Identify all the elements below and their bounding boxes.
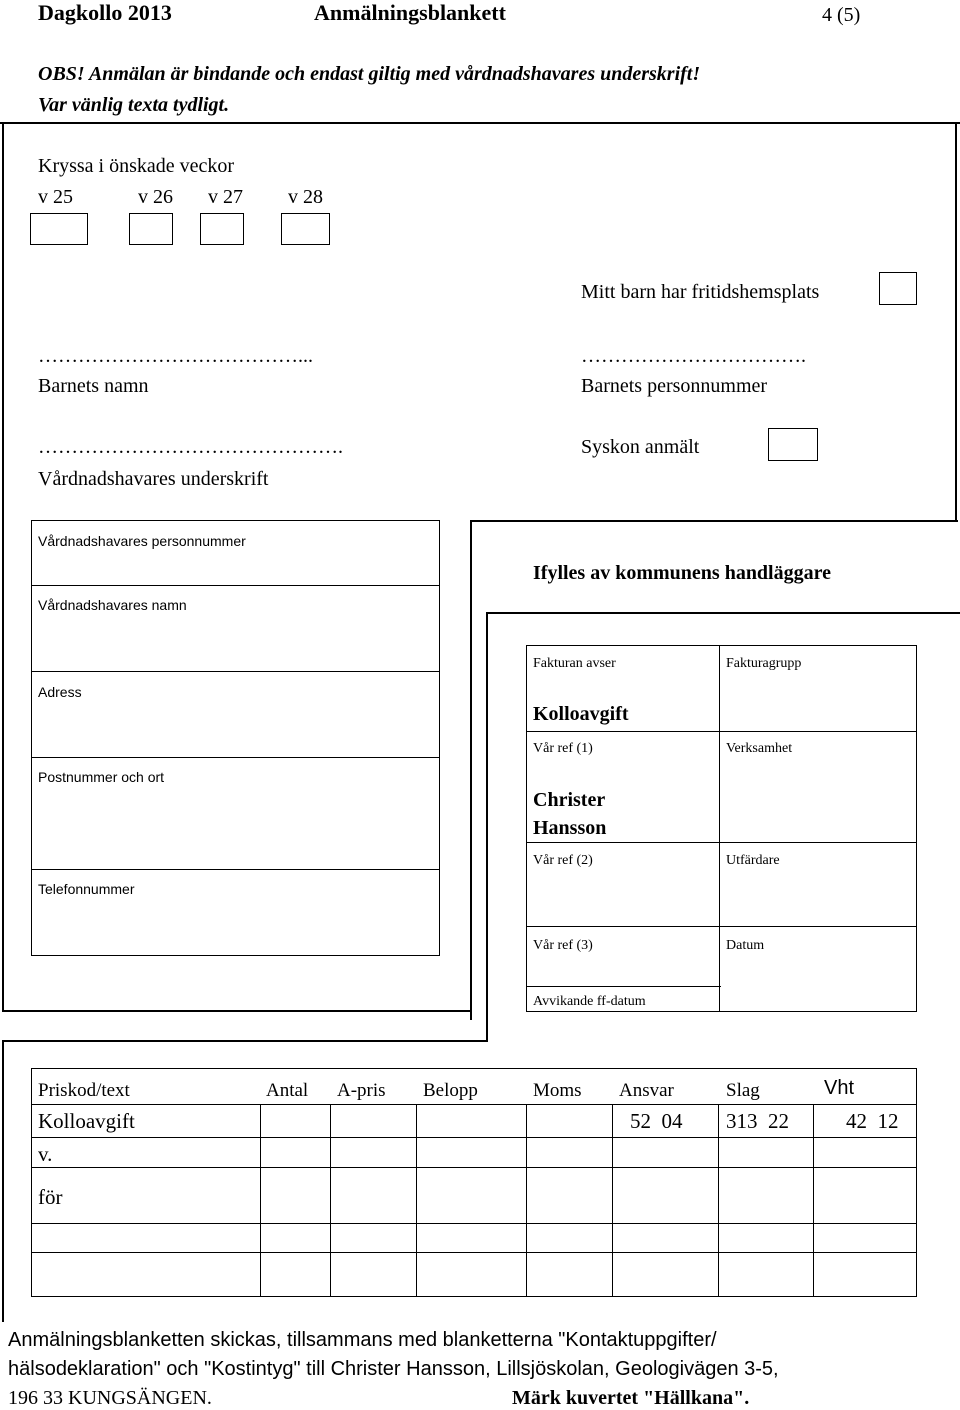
table-row-divider-3 <box>31 1223 917 1224</box>
table-col-divider-4 <box>526 1104 527 1297</box>
frame-step-vertical <box>470 520 472 1020</box>
activity-field[interactable]: Verksamhet <box>726 741 793 756</box>
table-col-divider-5 <box>612 1104 613 1297</box>
guardian-box-divider-3 <box>31 757 440 758</box>
table-col-divider-7 <box>813 1104 814 1297</box>
table-col-divider-2 <box>330 1104 331 1297</box>
week-label-25: v 25 <box>38 186 73 208</box>
sibling-checkbox[interactable] <box>768 428 818 461</box>
ref1-value-line2[interactable]: Hansson <box>533 817 607 839</box>
table-row-divider-1 <box>31 1137 917 1138</box>
guardian-box-divider-4 <box>31 869 440 870</box>
table-row-divider-4 <box>31 1252 917 1253</box>
frame-inner-top-line <box>488 612 960 614</box>
table-header-slag: Slag <box>726 1080 760 1101</box>
guardian-box-divider-1 <box>31 585 440 586</box>
frame-top-line <box>0 122 960 124</box>
admin-box-col-divider <box>719 645 720 1012</box>
notice-line-2: Var vänlig texta tydligt. <box>38 94 230 116</box>
frame-step-line <box>470 520 958 522</box>
admin-box-row-divider-1 <box>526 731 917 732</box>
invoice-label: Fakturan avser <box>533 656 616 671</box>
date-field[interactable]: Datum <box>726 938 765 953</box>
child-name-dots[interactable]: …………………………………... <box>38 345 313 367</box>
issuer-field[interactable]: Utfärdare <box>726 853 780 868</box>
guardian-name-field[interactable]: Vårdnadshavares namn <box>38 597 187 613</box>
row1-text[interactable]: Kolloavgift <box>38 1109 135 1133</box>
invoice-value[interactable]: Kolloavgift <box>533 703 629 725</box>
footer-line-1: Anmälningsblanketten skickas, tillsammans med blanketterna "Kontaktuppgifter/ <box>8 1329 717 1351</box>
table-header-vht: Vht <box>824 1077 855 1099</box>
frame-left-line <box>2 122 4 1012</box>
ref3-field[interactable]: Vår ref (3) <box>533 938 593 953</box>
sibling-label: Syskon anmält <box>581 436 700 458</box>
ref1-label: Vår ref (1) <box>533 741 593 756</box>
week-28-checkbox[interactable] <box>281 213 330 245</box>
footer-envelope-mark: Märk kuvertet "Hällkana". <box>512 1387 750 1409</box>
row2-text[interactable]: v. <box>38 1142 53 1166</box>
deviating-date-field[interactable]: Avvikande ff-datum <box>533 994 646 1009</box>
table-header-apris: A-pris <box>337 1080 386 1101</box>
week-label-28: v 28 <box>288 186 323 208</box>
child-name-label: Barnets namn <box>38 375 149 397</box>
admin-box-row-divider-3 <box>526 926 917 927</box>
footer-line-2: hälsodeklaration" och "Kostintyg" till Christer Hansson, Lillsjöskolan, Geologivägen 3-5, <box>8 1358 779 1380</box>
week-27-checkbox[interactable] <box>200 213 244 245</box>
row1-ansvar[interactable]: 52 04 <box>630 1109 683 1133</box>
row1-slag[interactable]: 313 22 <box>726 1109 789 1133</box>
ref1-value-line1[interactable]: Christer <box>533 789 606 811</box>
guardian-signature-dots[interactable]: ………………………………………. <box>38 436 343 458</box>
frame-inner-left-line <box>486 612 488 1042</box>
footer-line-3: 196 33 KUNGSÄNGEN. <box>8 1387 212 1409</box>
frame-bottom-left-line <box>2 1010 472 1012</box>
frame-lower-left-line <box>2 1040 4 1322</box>
child-pnr-label: Barnets personnummer <box>581 375 768 397</box>
row3-text[interactable]: för <box>38 1185 63 1209</box>
frame-lower-top-line <box>2 1040 488 1042</box>
table-col-divider-3 <box>416 1104 417 1297</box>
week-26-checkbox[interactable] <box>129 213 173 245</box>
table-header-belopp: Belopp <box>423 1080 478 1101</box>
table-row-divider-2 <box>31 1167 917 1168</box>
form-title: Anmälningsblankett <box>314 0 506 25</box>
table-header-priskod: Priskod/text <box>38 1080 130 1101</box>
address-field[interactable]: Adress <box>38 684 82 700</box>
week-label-27: v 27 <box>208 186 243 208</box>
child-pnr-dots[interactable]: ……………………………. <box>581 345 806 367</box>
document-title: Dagkollo 2013 <box>38 0 172 25</box>
table-col-divider-6 <box>718 1104 719 1297</box>
table-header-moms: Moms <box>533 1080 582 1101</box>
guardian-box-divider-2 <box>31 671 440 672</box>
table-col-divider-1 <box>260 1104 261 1297</box>
notice-line-1: OBS! Anmälan är bindande och endast giltig med vårdnadshavares underskrift! <box>38 63 701 85</box>
table-header-antal: Antal <box>266 1080 309 1101</box>
table-header-divider <box>31 1104 917 1105</box>
guardian-signature-label: Vårdnadshavares underskrift <box>38 468 269 490</box>
frame-right-line-upper <box>955 122 957 522</box>
phone-field[interactable]: Telefonnummer <box>38 881 135 897</box>
weeks-heading: Kryssa i önskade veckor <box>38 155 235 177</box>
page-number: 4 (5) <box>822 4 861 26</box>
admin-box-row-divider-4 <box>526 986 721 987</box>
row1-vht[interactable]: 42 12 <box>846 1109 899 1133</box>
ref2-field[interactable]: Vår ref (2) <box>533 853 593 868</box>
fritids-label: Mitt barn har fritidshemsplats <box>581 281 820 303</box>
guardian-pnr-field[interactable]: Vårdnadshavares personnummer <box>38 533 246 549</box>
admin-heading: Ifylles av kommunens handläggare <box>533 562 832 584</box>
table-header-ansvar: Ansvar <box>619 1080 674 1101</box>
price-table <box>31 1068 917 1297</box>
week-25-checkbox[interactable] <box>30 213 88 245</box>
invoice-group-field[interactable]: Fakturagrupp <box>726 656 802 671</box>
admin-box-row-divider-2 <box>526 842 917 843</box>
fritids-checkbox[interactable] <box>879 272 917 305</box>
postal-field[interactable]: Postnummer och ort <box>38 769 165 785</box>
week-label-26: v 26 <box>138 186 173 208</box>
